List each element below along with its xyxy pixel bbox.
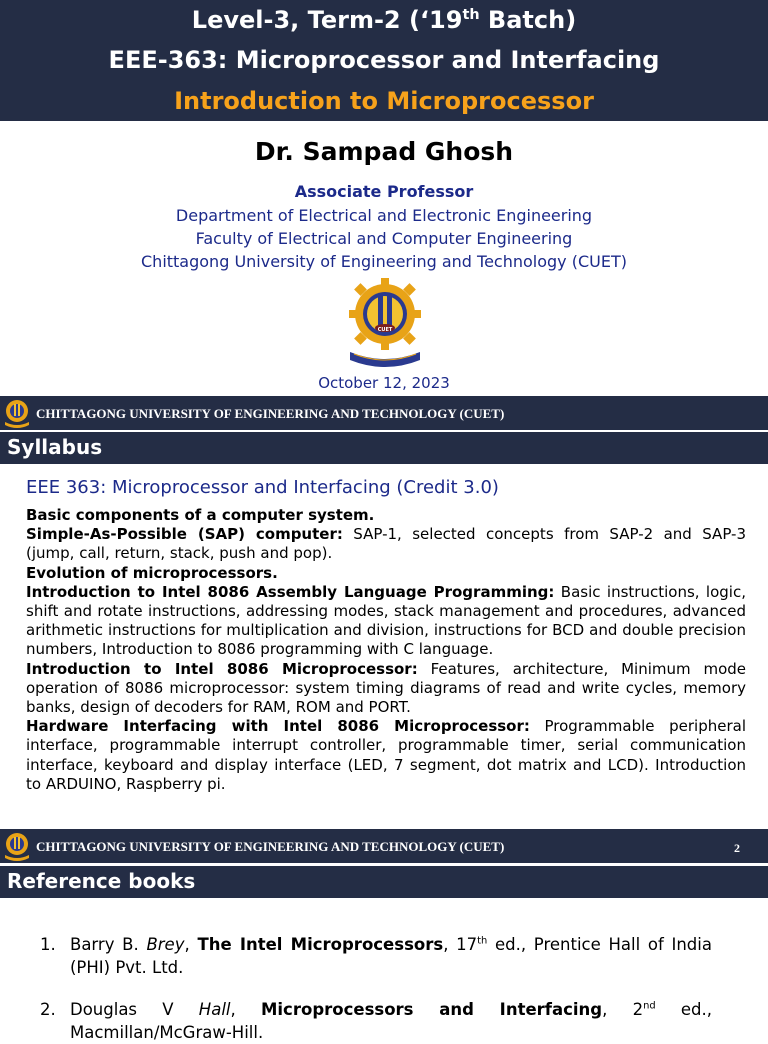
lecture-title: Introduction to Microprocessor [174,87,594,115]
reference-books-heading: Reference books [0,866,768,898]
syllabus-content [26,506,746,794]
presentation-date: October 12, 2023 [318,374,450,392]
syllabus-item: Hardware Interfacing with Intel 8086 Microprocessor: Programmable peripheral interface, programmable interrupt controller, programmable timer, serial communication interface, keyboard and display interface (LED, 7 segment, dot matrix and LCD). Introduction to ARDUINO, Raspberry pi. [26,717,747,793]
cuet-logo-small [3,831,31,861]
level-term-heading: Level-3, Term-2 (‘19th Batch) [191,6,577,34]
reference-item: 2. Douglas V Hall, Microprocessors and Interfacing, 2nd ed., Macmillan/McGraw-Hill. [40,1000,712,1042]
footer-university: CHITTAGONG UNIVERSITY OF ENGINEERING AND TECHNOLOGY (CUET) [36,406,505,421]
logo-ring-text: CUET [377,327,393,333]
presenter-name: Dr. Sampad Ghosh [254,137,514,166]
syllabus-item: Introduction to Intel 8086 Microprocessor: Features, architecture, Minimum mode operation of 8086 microprocessor: system timing diagrams of read and write cycles, memory banks, design of decoders for RAM, ROM and PORT. [26,659,746,717]
footer-university: CHITTAGONG UNIVERSITY OF ENGINEERING AND TECHNOLOGY (CUET) [36,839,505,854]
university-name: Chittagong University of Engineering and Technology (CUET) [141,252,627,271]
page-number: 2 [734,841,740,855]
reference-list [40,933,712,1044]
reference-number: 2. [40,1000,56,1019]
cuet-logo [344,274,426,368]
presenter-rank: Associate Professor [294,182,474,201]
syllabus-item: Introduction to Intel 8086 Assembly Language Programming: Basic instructions, logic, shift and rotate instructions, addressing modes, stack management and procedures, advanced arithmetic instructions for multiplication and division, instructions for BCD and double precision numbers, Introduction to 8086 programming with C language. [26,582,746,659]
syllabus-heading: Syllabus [0,432,768,464]
footer-bar [0,829,768,863]
course-title: EEE-363: Microprocessor and Interfacing [108,46,660,74]
syllabus-item: Evolution of microprocessors. [26,563,278,582]
syllabus-item: Basic components of a computer system. [26,506,375,524]
reference-item: 1. Barry B. Brey, The Intel Microprocessors, 17th ed., Prentice Hall of India (PHI) Pvt. Ltd. [40,935,712,977]
reference-number: 1. [40,935,56,954]
cuet-logo-small [3,398,31,428]
footer-bar [0,396,768,430]
syllabus-course-title: EEE 363: Microprocessor and Interfacing (Credit 3.0) [26,477,499,498]
department-name: Department of Electrical and Electronic Engineering [175,206,593,225]
syllabus-item: Simple-As-Possible (SAP) computer: SAP-1, selected concepts from SAP-2 and SAP-3 (jump, call, return, stack, push and pop). [26,525,746,563]
title-slide-header [0,0,768,121]
faculty-name: Faculty of Electrical and Computer Engineering [195,229,573,248]
